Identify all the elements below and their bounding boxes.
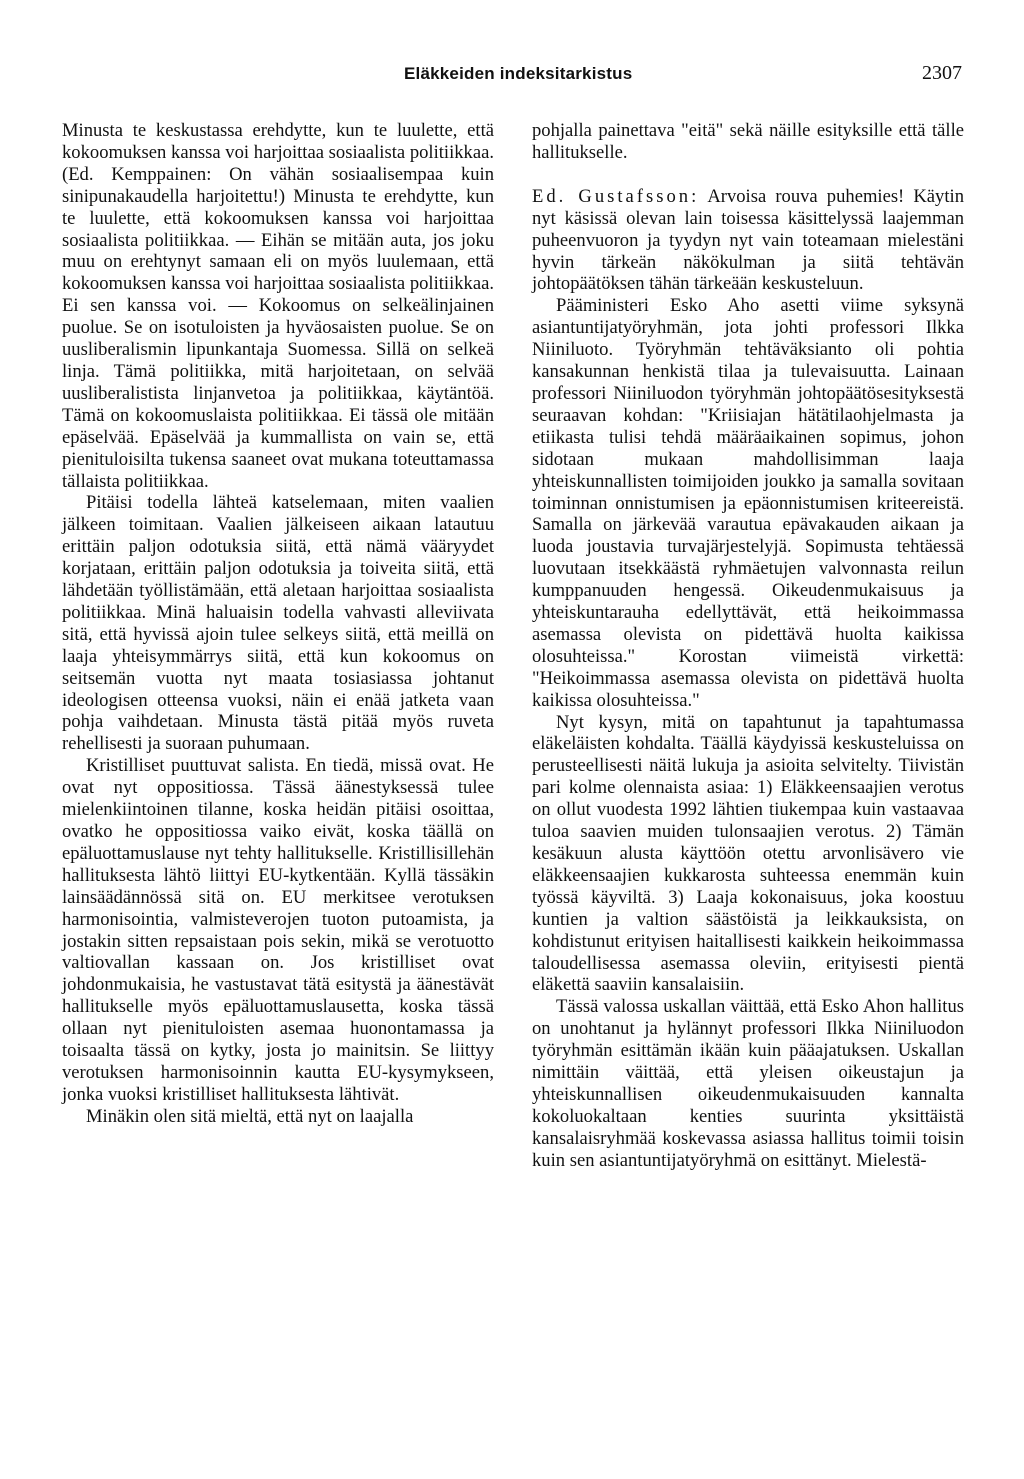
paragraph: Minusta te keskustassa erehdytte, kun te luulette, että kokoomuksen kanssa voi harjoittaa sosiaalista politiikkaa. (Ed. Kemppainen: On vähän sosiaalisempaa kuin sinipunakaudella harjoitettu!) Minusta te erehdytte, kun te luulette, että kokoomuksen kanssa voi harjoittaa sosiaalista politiikkaa. — Eihän se mitään auta, jos joku muu on erehtynyt samaan eli on myös luulemaan, että kokoomuksen kanssa voi harjoittaa sosiaalista politiikkaa. Ei sen kanssa voi. — Kokoomus on selkeälinjainen puolue. Se on isotuloisten ja hyväosaisten puolue. Se on uusliberalismin lipunkantaja Suomessa. Sillä on selkeä linja. Tämä politiikka, mitä harjoitetaan, on selvää uusliberalistista linjanvetoa ja politiikkaa, käytäntöä. Tämä on kokoomuslaista politiikkaa. Ei tässä ole mitään epäselvää. Epäselvää ja kummallista on vain se, että pienituloisilta tukensa saaneet ovat mukana toteuttamassa tällaista politiikkaa. <box>62 120 494 492</box>
left-column <box>62 120 494 1128</box>
paragraph: Kristilliset puuttuvat salista. En tiedä, missä ovat. He ovat nyt oppositiossa. Tässä äänestyksessä tulee mielenkiintoinen tilanne, koska heidän pitäisi osoittaa, ovatko he oppositiossa vaiko eivät, koska täällä on epäluottamuslause nyt tehty hallitukselle. Kristillisillehän hallituksesta lähtö liittyi EU-kytkentään. Kyllä tässäkin lainsäädännössä sitä on. EU merkitsee verotuksen harmonisointia, valmisteverojen tuoton putoamista, ja jostakin sitten repsaistaan pois sekin, mikä se verotuotto valtiovallan kassaan on. Jos kristilliset ovat johdonmukaisia, he vastustavat tätä esitystä ja äänestävät hallitukselle myös epäluottamuslausetta, koska tässä ollaan nyt pienituloisten asemaa huonontamassa ja toisaalta tässä on kytky, josta jo mainitsin. Se liittyy verotuksen harmonisoinnin kautta EU-kysymykseen, jonka vuoksi kristilliset hallituksesta lähtivät. <box>62 755 494 1105</box>
paragraph: Nyt kysyn, mitä on tapahtunut ja tapahtumassa eläkeläisten kohdalta. Täällä käydyissä keskusteluissa on perusteellisesti näitä lukuja ja asioita selvitelty. Tiivistän pari kolme olennaista asiaa: 1) Eläkkeensaajien verotus on ollut vuodesta 1992 lähtien tiukempaa kuin vastaavaa tuloa saavien muiden tulonsaajien verotus. 2) Tämän kesäkuun alusta käyttöön otettu arvonlisävero vie eläkkeensaajien kukkarosta suhteessa enemmän kuin työssä käyviltä. 3) Laaja kokonaisuus, joka koostuu kuntien ja valtion säästöistä ja leikkauksista, on kohdistunut erityisen haitallisesti kaikkein heikoimmassa taloudellisessa asemassa oleviin, erityisesti pientä eläkettä saaviin kansalaisiin. <box>532 711 964 996</box>
paragraph: Minäkin olen sitä mieltä, että nyt on laajalla <box>86 1105 414 1127</box>
paragraph: Pitäisi todella lähteä katselemaan, miten vaalien jälkeen toimitaan. Vaalien jälkeiseen aikaan latautuu erittäin paljon odotuksia siitä, että nämä vääryydet korjataan, erittäin paljon odotuksia ja toiveita siitä, että lähdetään työllistämään, että aletaan harjoittaa sosiaalista politiikkaa. Minä haluaisin todella vahvasti alleviivata sitä, että hyvissä ajoin tulee selkeys siitä, että meillä on laaja yhteisymmärrys siitä, että kun kokoomus on seitsemän vuotta nyt maata tosiasiassa johtanut ideologisen otteensa vuoksi, näin ei enää jatketa vaan pohja vaihdetaan. Minusta tästä pitää myös ruveta rehellisesti ja suoraan puhumaan. <box>62 492 494 755</box>
right-column <box>532 120 964 1172</box>
paragraph: pohjalla painettava "eitä" sekä näille esityksille että tälle hallitukselle. <box>532 120 964 163</box>
speech-opening <box>532 186 964 296</box>
paragraph: Pääministeri Esko Aho asetti viime syksynä asiantuntijatyöryhmän, jota johti professori Ilkka Niiniluoto. Työryhmän tehtäväksianto oli pohtia kansakunnan henkistä tilaa ja tulevaisuutta. Lainaan professori Niiniluodon työryhmän johtopäätösesityksestä seuraavan kohdan: "Kriisiajan hätätilaohjelmasta ja etiikasta tulisi tehdä määräaikainen sopimus, johon sidotaan mukaan mahdollisimman laaja yhteiskunnallisten toimijoiden joukko ja samalla sovitaan toiminnan onnistumisen ja epäonnistumisen kriteereistä. Samalla on järkevää varautua epävakauden aikaan ja luoda joustavia turvajärjestelyjä. Sopimusta tehtäessä luovutaan itsekkäästä ryhmäetujen valvonnasta reilun kumppanuuden hengessä. Oikeudenmukaisuus ja yhteiskuntarauha edellyttävät, että heikoimmassa asemassa olevista on pidettävä huolta kaikissa olosuhteissa." Korostan viimeistä virkettä: "Heikoimmassa asemassa olevista on pidettävä huolta kaikissa olosuhteissa." <box>532 295 964 711</box>
page-number: 2307 <box>922 62 962 84</box>
page-header <box>0 62 1024 92</box>
paragraph: Arvoisa rouva puhemies! Käytin nyt käsissä olevan lain toisessa käsittelyssä laajemman puheenvuoron ja tyydyn nyt vain toteamaan mielestäni hyvin tärkeän näkökulman ja siitä tehtävän johtopäätöksen tähän tärkeään keskusteluun. <box>532 185 964 295</box>
speaker-name: Ed. Gustafsson: <box>532 185 700 207</box>
paragraph: Tässä valossa uskallan väittää, että Esko Ahon hallitus on unohtanut ja hylännyt professori Ilkka Niiniluodon työryhmän esittämän ikään kuin pääajatuksen. Uskallan nimittäin väittää, että yleisen oikeustajun ja yhteiskunnallisen oikeudenmukaisuuden kannalta kokoluokaltaan kenties suurinta yksittäistä kansalaisryhmää koskevassa asiassa hallitus toimii toisin kuin sen asiantuntijatyöryhmä on esittänyt. Mielestä- <box>532 996 964 1171</box>
running-title: Eläkkeiden indeksitarkistus <box>404 64 633 83</box>
